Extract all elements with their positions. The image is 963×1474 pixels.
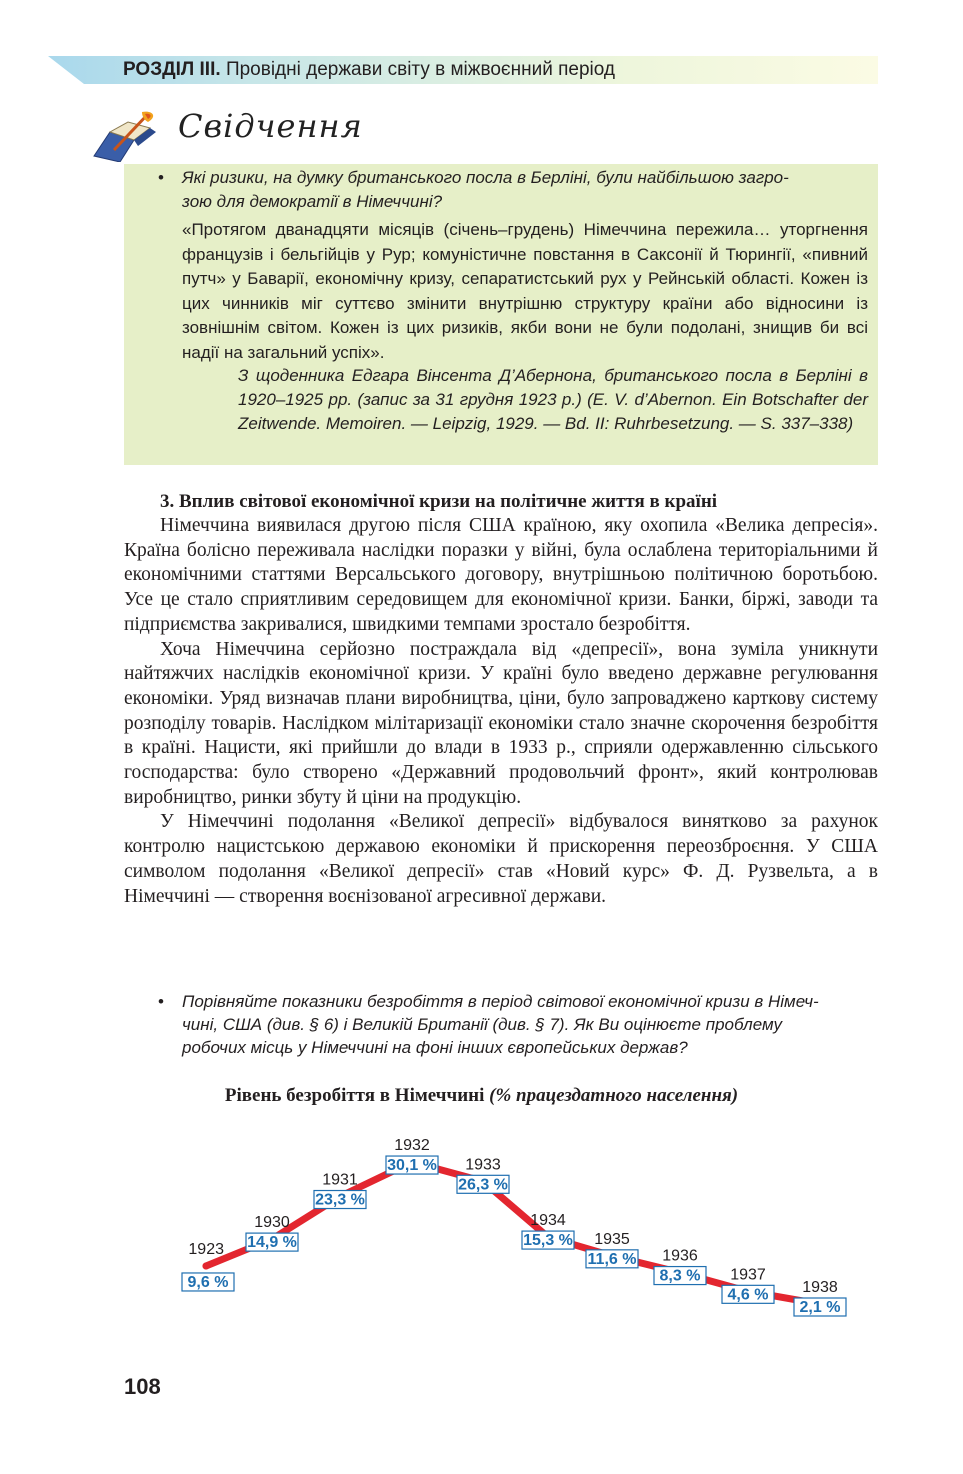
value-label: 8,3 %	[659, 1267, 701, 1285]
year-label: 1935	[594, 1230, 630, 1248]
year-label: 1934	[530, 1212, 566, 1230]
section-header	[123, 58, 615, 82]
value-label-box	[722, 1285, 774, 1303]
section-prefix: РОЗДІЛ ІІІ.	[123, 59, 221, 80]
year-label: 1932	[394, 1137, 430, 1155]
value-label: 9,6 %	[187, 1273, 229, 1291]
value-label-box	[314, 1191, 366, 1209]
body-text	[124, 514, 878, 909]
year-label: 1923	[188, 1240, 224, 1258]
task-line-1: Порівняйте показники безробіття в період світової економічної кризи в Німеч-	[182, 992, 819, 1011]
evidence-quote: «Протягом дванадцяти місяців (січень–грудень) Німеччина пережила… уторгнення французів і бельгійців у Рур; комуністичне повстання в Саксонії й Тюрингії, «пивний путч» у Баварії, економічну кризу, сепаратистський рух у Рейнській області. Кожен із цих чинників міг суттєво змінити внутрішню структуру країни або відносини із зовнішнім світом. Кожен із цих ризиків, якби вони не були подолані, знищив би всі надії на загальний успіх».	[182, 220, 868, 362]
section-title: Провідні держави світу в міжвоєнний період	[225, 59, 615, 80]
chart-title: Рівень безробіття в Німеччині	[224, 1085, 485, 1106]
data-point	[203, 1262, 210, 1269]
paragraph: Хоча Німеччина серйозно постраждала від «депресії», вона зуміла уникнути найтяжчих наслідків економічної кризи. У країні було введено державне регулювання економіки. Уряд визначав плани виробництва, ціни, було запроваджено карткову систему розподілу товарів. Наслідком мілітаризації економіки стало значне скорочення безробіття в країні. Нацисти, які прийшли до влади в 1933 р., сприяли одержавленню сільського господарства: було створено «Державний продовольчий фронт», який контролював виробництво, ринки збуту й ціни на продукцію.	[124, 638, 878, 808]
paragraph: У Німеччині подолання «Великої депресії» відбувалося винятково за рахунок контролю нацистською державою економіки й прискорення переозброєння. У США символом подолання «Великої депресії» став «Новий курс» Ф. Д. Рузвельта, а в Німеччині — створення воєнізованої агресивної держави.	[124, 811, 878, 907]
value-label-box	[654, 1267, 706, 1285]
chart-title-block	[0, 1084, 963, 1108]
value-label: 2,1 %	[799, 1299, 841, 1316]
value-label: 26,3 %	[458, 1176, 508, 1194]
evidence-source: З щоденника Едгара Вінсента Д’Абернона, британського посла в Берліні в 1920–1925 рр. (запис за 31 грудня 1923 р.) (E. V. d’Abernon. Ein Botschafter der Zeitwende. Memoiren. — Leipzig, 1929. — Bd. II: Ruhrbesetzung. — S. 337–338)	[238, 366, 868, 433]
value-label-box	[794, 1298, 846, 1316]
value-label: 15,3 %	[523, 1232, 573, 1250]
chart-subtitle: (% працездатного населення)	[489, 1085, 739, 1106]
unemployment-chart	[0, 1130, 963, 1330]
value-label-box	[386, 1156, 438, 1174]
value-label: 4,6 %	[727, 1286, 769, 1304]
section-heading: 3. Вплив світової економічної кризи на політичне життя в країні	[160, 491, 718, 512]
value-label-box	[246, 1233, 298, 1251]
quill-book-icon	[90, 110, 162, 162]
value-label: 23,3 %	[315, 1191, 365, 1209]
value-label-box	[182, 1273, 234, 1291]
paragraph: Німеччина виявилася другою після США країною, яку охопила «Велика депресія». Країна болісно переживала наслідки поразки у війні, була ослаблена територіальними й економічними статтями Версальського договору, внутрішньою політичною боротьбою. Усе це стало сприятливим середовищем для економічної кризи. Банки, біржі, заводи та підприємства закривалися, швидкими темпами зростало безробіття.	[124, 515, 878, 635]
task-line-3: робочих місць у Німеччині на фоні інших європейських держав?	[182, 1038, 688, 1057]
question-bullet: •	[158, 168, 164, 187]
value-label: 11,6 %	[587, 1250, 637, 1268]
value-label-box	[522, 1231, 574, 1249]
year-label: 1933	[465, 1156, 501, 1174]
year-label: 1931	[322, 1171, 358, 1189]
year-label: 1937	[730, 1266, 766, 1284]
value-label-box	[586, 1250, 638, 1268]
year-label: 1930	[254, 1214, 290, 1232]
task-line-2: чині, США (див. § 6) і Великій Британії (див. § 7). Як Ви оцінюєте проблему	[182, 1015, 782, 1034]
question-line-2: зою для демократії в Німеччині?	[182, 192, 443, 211]
year-label: 1938	[802, 1279, 838, 1296]
value-label: 14,9 %	[247, 1234, 297, 1252]
question-line-1: Які ризики, на думку британського посла в Берліні, були найбільшою загро-	[182, 168, 789, 187]
year-label: 1936	[662, 1247, 698, 1265]
value-label-box	[457, 1175, 509, 1193]
task-bullet: •	[158, 992, 164, 1011]
page-number: 108	[124, 1374, 161, 1399]
value-label: 30,1 %	[387, 1157, 437, 1175]
evidence-title: Свідчення	[178, 107, 363, 145]
